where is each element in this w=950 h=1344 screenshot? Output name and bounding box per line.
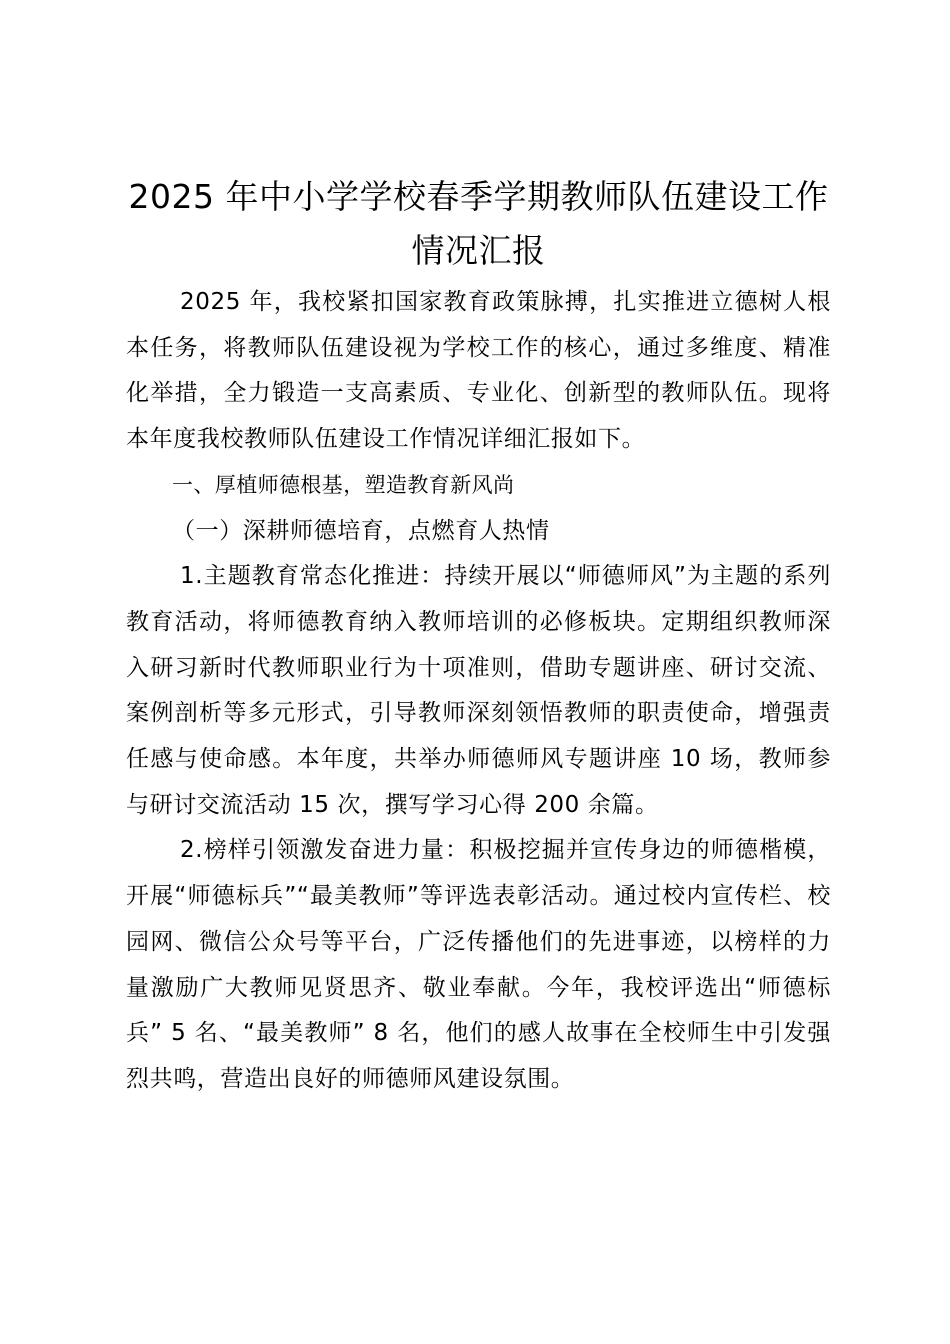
item-1-paragraph: 1.主题教育常态化推进：持续开展以“师德师风”为主题的系列教育活动，将师德教育纳入教师培训的必修板块。定期组织教师深入研习新时代教师职业行为十项准则，借助专题讲座、研讨交流、案例剖析等多元形式，引导教师深刻领悟教师的职责使命，增强责任感与使命感。本年度，共举办师德师风专题讲座 10 场，教师参与研讨交流活动 15 次，撰写学习心得 200 余篇。 bbox=[126, 563, 831, 818]
intro-paragraph: 2025 年，我校紧扣国家教育政策脉搏，扎实推进立德树人根本任务，将教师队伍建设视为学校工作的核心，通过多维度、精准化举措，全力锻造一支高素质、专业化、创新型的教师队伍。现将本年度我校教师队伍建设工作情况详细汇报如下。 bbox=[126, 289, 831, 453]
document-page bbox=[126, 170, 831, 1103]
subsection-1-heading: （一）深耕师德培育，点燃育人热情 bbox=[172, 517, 550, 544]
item-2-paragraph: 2.榜样引领激发奋进力量：积极挖掘并宣传身边的师德楷模，开展“师德标兵”“最美教师”等评选表彰活动。通过校内宣传栏、校园网、微信公众号等平台，广泛传播他们的先进事迹，以榜样的力量激励广大教师见贤思齐、敬业奉献。今年，我校评选出“师德标兵” 5 名、“最美教师” 8 名，他们的感人故事在全校师生中引发强烈共鸣，营造出良好的师德师风建设氛围。 bbox=[126, 837, 831, 1092]
document-title: 2025 年中小学学校春季学期教师队伍建设工作情况汇报 bbox=[128, 177, 829, 270]
section-1-heading: 一、厚植师德根基，塑造教育新风尚 bbox=[172, 472, 515, 497]
